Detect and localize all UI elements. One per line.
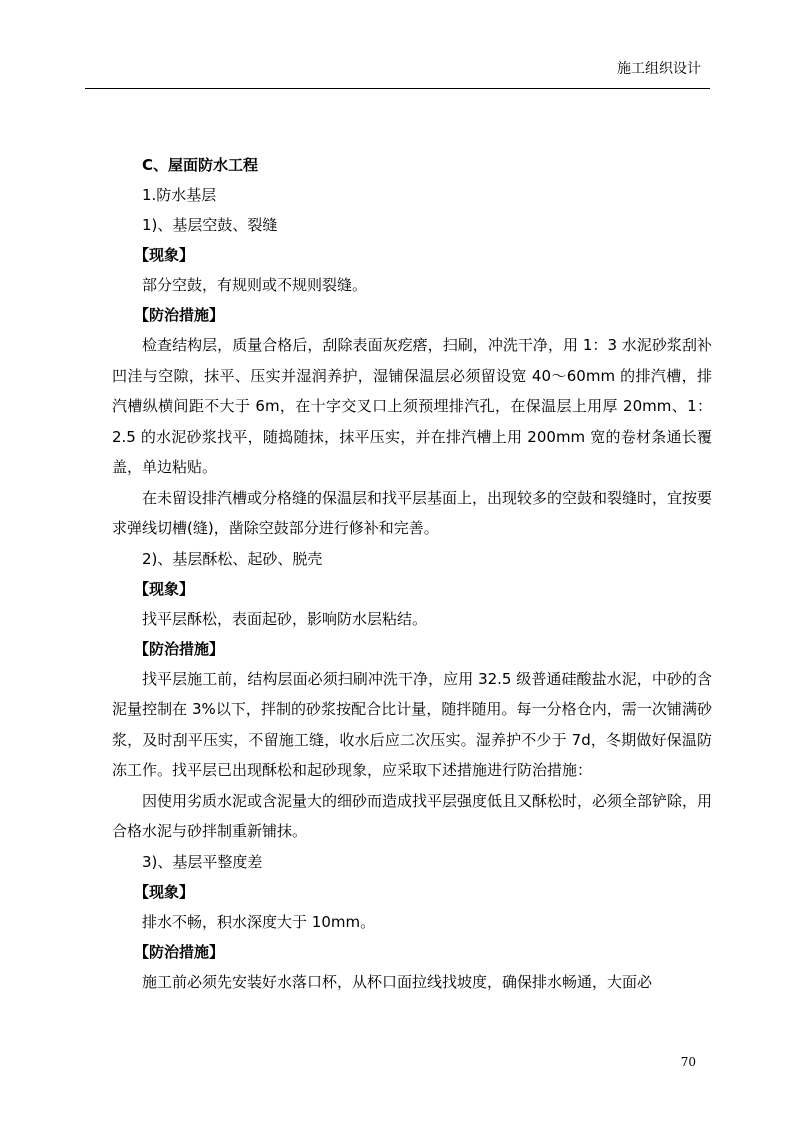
measures-label: 【防治措施】 xyxy=(134,639,225,658)
subsection-title: 1.防水基层 xyxy=(142,186,217,204)
phenomenon-text: 部分空鼓，有规则或不规则裂缝。 xyxy=(142,276,368,294)
page-number: 70 xyxy=(680,1055,696,1069)
measures-paragraph: 施工前必须先安装好水落口杯，从杯口面拉线找坡度，确保排水畅通，大面必 xyxy=(142,972,653,991)
section-title: C、屋面防水工程 xyxy=(142,156,259,174)
phenomenon-label: 【现象】 xyxy=(134,882,195,901)
header-divider xyxy=(85,88,710,89)
document-body xyxy=(112,150,712,997)
measures-paragraph: 因使用劣质水泥或含泥量大的细砂而造成找平层强度低且又酥松时，必须全部铲除，用合格水泥与砂拌制重新铺抹。 xyxy=(112,791,713,840)
phenomenon-text: 排水不畅，积水深度大于 10mm。 xyxy=(142,912,376,931)
item-heading: 2)、基层酥松、起砂、脱壳 xyxy=(142,549,323,568)
phenomenon-label: 【现象】 xyxy=(134,246,195,264)
item-heading: 3)、基层平整度差 xyxy=(142,852,263,871)
measures-paragraph: 在未留设排汽槽或分格缝的保温层和找平层基面上，出现较多的空鼓和裂缝时，宜按要求弹线切槽(缝)，凿除空鼓部分进行修补和完善。 xyxy=(112,488,713,537)
measures-label: 【防治措施】 xyxy=(134,306,225,324)
phenomenon-text: 找平层酥松，表面起砂，影响防水层粘结。 xyxy=(142,609,428,628)
phenomenon-label: 【现象】 xyxy=(134,579,195,598)
item-heading: 1)、基层空鼓、裂缝 xyxy=(142,216,278,234)
measures-paragraph: 检查结构层，质量合格后，刮除表面灰疙瘩，扫刷，冲洗干净，用 1：3 水泥砂浆刮补凹洼与空隙，抹平、压实并湿润养护，湿铺保温层必须留设宽 40～60mm 的排汽槽，排汽槽纵横间距不大于 6m，在十字交叉口上须预埋排汽孔，在保温层上用厚 20mm、1：2.5 的水泥砂浆找平，随捣随抹，抹平压实，并在排汽槽上用 200mm 宽的卷材条通长覆盖，单边粘贴。 xyxy=(112,336,712,476)
measures-paragraph: 找平层施工前，结构层面必须扫刷冲洗干净，应用 32.5 级普通硅酸盐水泥，中砂的含泥量控制在 3%以下，拌制的砂浆按配合比计量，随拌随用。每一分格仓内，需一次铺满砂浆，及时刮平压实，不留施工缝，收水后应二次压实。湿养护不少于 7d，冬期做好保温防冻工作。找平层已出现酥松和起砂现象，应采取下述措施进行防治措施： xyxy=(112,669,712,779)
measures-label: 【防治措施】 xyxy=(134,942,225,961)
header-title: 施工组织设计 xyxy=(617,61,701,77)
